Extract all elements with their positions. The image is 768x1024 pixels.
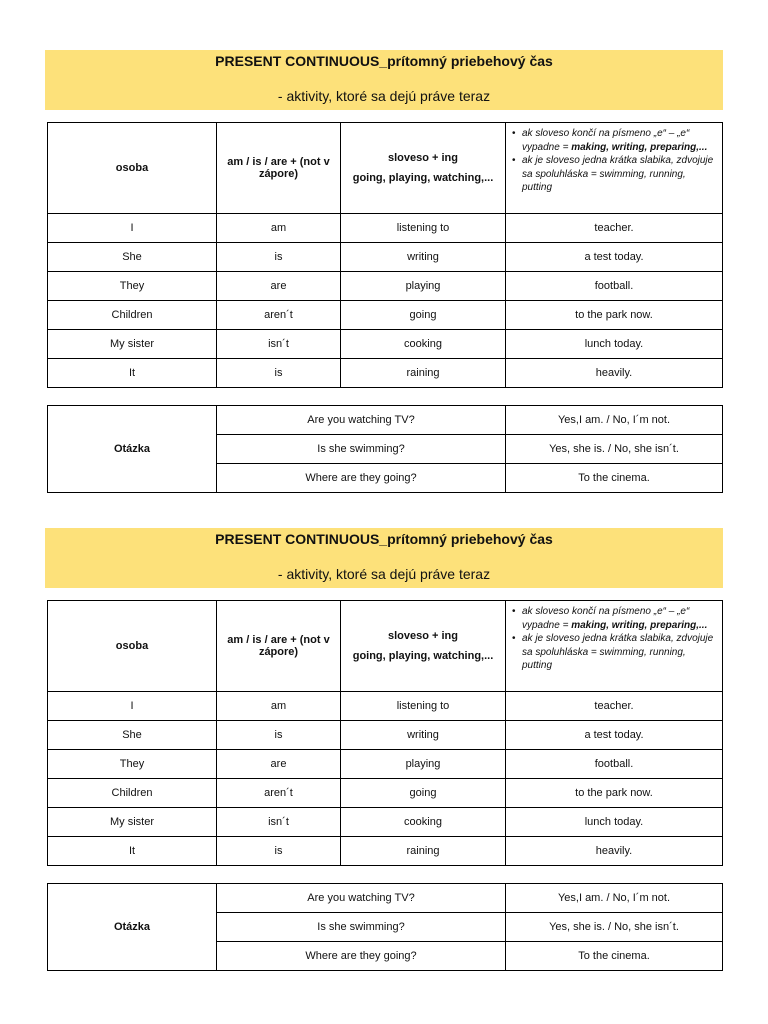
header-verb — [341, 601, 506, 692]
question-text: Where are they going? — [217, 464, 506, 493]
cell-aux: isn´t — [217, 330, 341, 359]
grammar-table — [47, 600, 723, 866]
header-osoba: osoba — [48, 123, 217, 214]
question-text: Where are they going? — [217, 942, 506, 971]
cell-rest: heavily. — [506, 837, 723, 866]
table-row — [48, 272, 723, 301]
cell-person: I — [48, 214, 217, 243]
header-verb-line1: sloveso + ing — [388, 152, 458, 164]
question-text: Are you watching TV? — [217, 884, 506, 913]
grammar-table — [47, 122, 723, 388]
cell-aux: is — [217, 837, 341, 866]
header-verb-line2: going, playing, watching,... — [352, 650, 494, 662]
cell-rest: lunch today. — [506, 808, 723, 837]
cell-person: My sister — [48, 808, 217, 837]
banner — [45, 50, 723, 110]
cell-rest: a test today. — [506, 721, 723, 750]
header-verb — [341, 123, 506, 214]
cell-person: It — [48, 359, 217, 388]
cell-verb: playing — [341, 750, 506, 779]
banner — [45, 528, 723, 588]
cell-aux: aren´t — [217, 779, 341, 808]
answer-text: Yes,I am. / No, I´m not. — [506, 884, 723, 913]
answer-text: Yes, she is. / No, she isn´t. — [506, 435, 723, 464]
banner-subtitle: - aktivity, ktoré sa dejú práve teraz — [277, 566, 491, 582]
table-row — [48, 692, 723, 721]
table-row — [48, 214, 723, 243]
cell-aux: is — [217, 359, 341, 388]
table-row — [48, 721, 723, 750]
cell-aux: am — [217, 214, 341, 243]
answer-text: Yes, she is. / No, she isn´t. — [506, 913, 723, 942]
table-header-row — [48, 123, 723, 214]
cell-person: It — [48, 837, 217, 866]
cell-verb: playing — [341, 272, 506, 301]
cell-person: They — [48, 750, 217, 779]
header-aux-line1: am / is / are + (not v — [227, 634, 330, 646]
header-aux-line1: am / is / are + (not v — [227, 156, 330, 168]
cell-aux: aren´t — [217, 301, 341, 330]
table-row — [48, 837, 723, 866]
cell-verb: cooking — [341, 808, 506, 837]
section-2 — [45, 528, 723, 962]
rule-1-examples: making, writing, preparing,... — [571, 141, 708, 153]
header-rules — [506, 123, 723, 214]
cell-verb: going — [341, 779, 506, 808]
cell-aux: am — [217, 692, 341, 721]
rule-1 — [522, 127, 718, 154]
answer-text: Yes,I am. / No, I´m not. — [506, 406, 723, 435]
cell-verb: listening to — [341, 692, 506, 721]
answer-text: To the cinema. — [506, 464, 723, 493]
table-row — [48, 330, 723, 359]
question-table — [47, 405, 723, 493]
table-row — [48, 779, 723, 808]
cell-verb: writing — [341, 243, 506, 272]
cell-rest: teacher. — [506, 214, 723, 243]
cell-rest: heavily. — [506, 359, 723, 388]
cell-rest: teacher. — [506, 692, 723, 721]
cell-aux: is — [217, 721, 341, 750]
cell-person: I — [48, 692, 217, 721]
cell-rest: to the park now. — [506, 301, 723, 330]
table-header-row — [48, 601, 723, 692]
cell-rest: lunch today. — [506, 330, 723, 359]
cell-rest: a test today. — [506, 243, 723, 272]
rule-1-text: ak sloveso končí na písmeno „e“ – „e“ vypadne = — [522, 128, 690, 153]
table-row — [48, 750, 723, 779]
cell-person: My sister — [48, 330, 217, 359]
cell-verb: listening to — [341, 214, 506, 243]
cell-rest: to the park now. — [506, 779, 723, 808]
answer-text: To the cinema. — [506, 942, 723, 971]
section-1 — [45, 50, 723, 484]
table-row — [48, 808, 723, 837]
table-row — [48, 301, 723, 330]
header-aux-line2: zápore) — [258, 168, 299, 180]
cell-aux: are — [217, 272, 341, 301]
question-row — [48, 884, 723, 913]
question-row — [48, 406, 723, 435]
header-aux — [217, 601, 341, 692]
question-text: Is she swimming? — [217, 913, 506, 942]
header-osoba: osoba — [48, 601, 217, 692]
header-aux — [217, 123, 341, 214]
cell-rest: football. — [506, 750, 723, 779]
rule-1-examples: making, writing, preparing,... — [571, 619, 708, 631]
cell-person: She — [48, 721, 217, 750]
cell-person: Children — [48, 301, 217, 330]
question-text: Is she swimming? — [217, 435, 506, 464]
cell-aux: is — [217, 243, 341, 272]
question-label: Otázka — [48, 406, 217, 493]
cell-person: She — [48, 243, 217, 272]
cell-person: They — [48, 272, 217, 301]
cell-person: Children — [48, 779, 217, 808]
banner-title: PRESENT CONTINUOUS_prítomný priebehový čas — [215, 53, 553, 69]
rule-2: • ak je sloveso jedna krátka slabika, zdvojuje sa spoluhláska = swimming, running, putting — [522, 154, 718, 195]
cell-aux: are — [217, 750, 341, 779]
cell-verb: writing — [341, 721, 506, 750]
question-table — [47, 883, 723, 971]
cell-verb: cooking — [341, 330, 506, 359]
question-text: Are you watching TV? — [217, 406, 506, 435]
rule-2: • ak je sloveso jedna krátka slabika, zdvojuje sa spoluhláska = swimming, running, putting — [522, 632, 718, 673]
cell-rest: football. — [506, 272, 723, 301]
cell-verb: raining — [341, 837, 506, 866]
question-label: Otázka — [48, 884, 217, 971]
table-row — [48, 243, 723, 272]
header-aux-line2: zápore) — [258, 646, 299, 658]
header-verb-line1: sloveso + ing — [388, 630, 458, 642]
rule-1-text: ak sloveso končí na písmeno „e“ – „e“ vypadne = — [522, 606, 690, 631]
banner-title: PRESENT CONTINUOUS_prítomný priebehový čas — [215, 531, 553, 547]
cell-verb: raining — [341, 359, 506, 388]
header-verb-line2: going, playing, watching,... — [352, 172, 494, 184]
header-rules — [506, 601, 723, 692]
cell-verb: going — [341, 301, 506, 330]
banner-subtitle: - aktivity, ktoré sa dejú práve teraz — [277, 88, 491, 104]
rule-1 — [522, 605, 718, 632]
table-row — [48, 359, 723, 388]
cell-aux: isn´t — [217, 808, 341, 837]
